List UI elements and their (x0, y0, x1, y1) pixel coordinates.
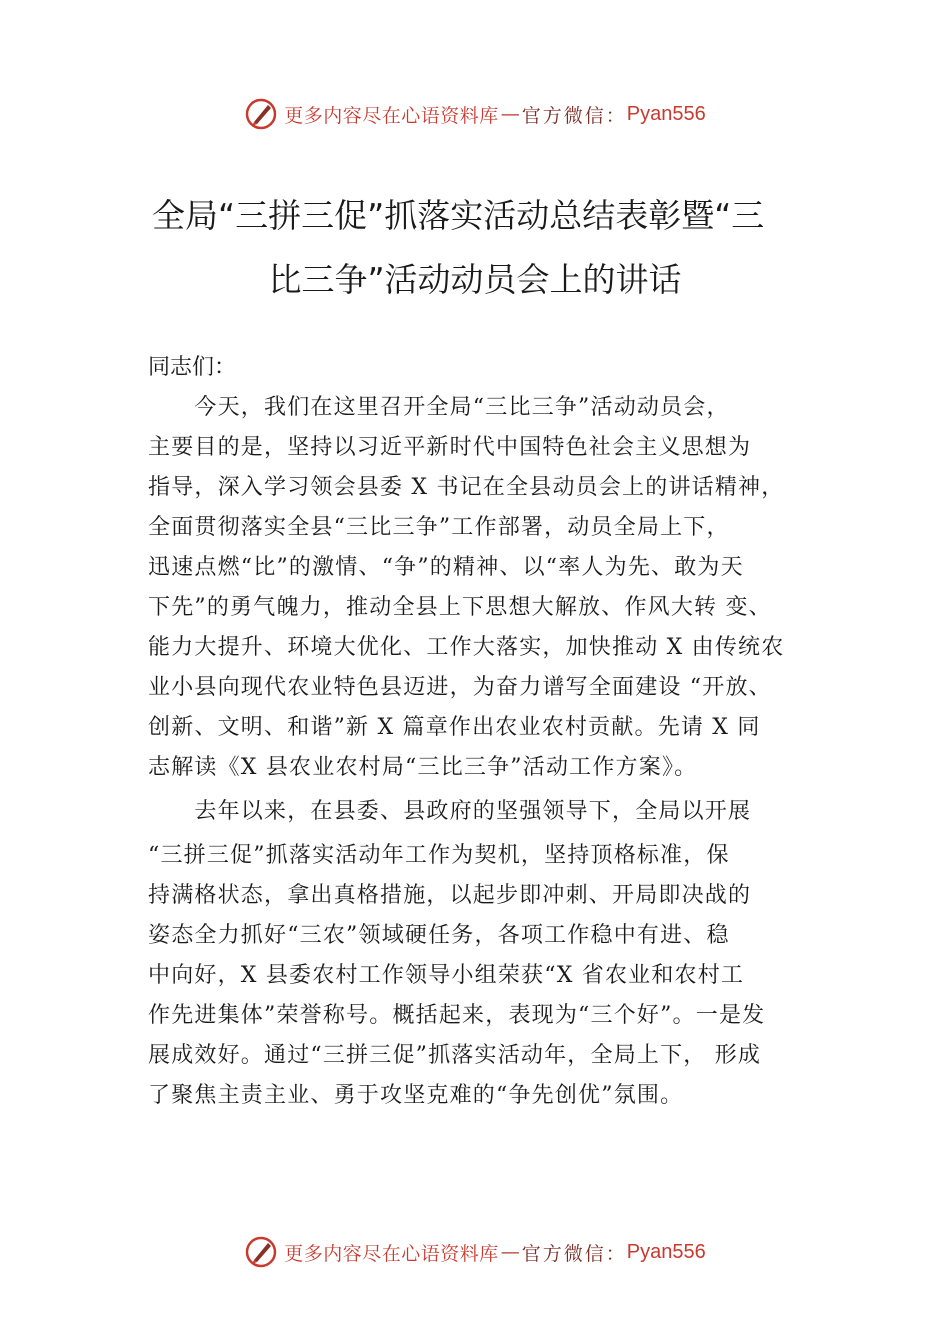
banner-separator: — (500, 1241, 520, 1263)
body-line: “三拼三促”抓落实活动年工作为契机，坚持顶格标准，保 (148, 843, 730, 868)
brand-text: 更多内容尽在心语资料库 (284, 104, 499, 127)
pen-logo-icon (244, 1235, 278, 1269)
footer-watermark-banner (0, 1232, 950, 1272)
wechat-id: Pyan556 (626, 102, 706, 125)
brand-text: 更多内容尽在心语资料库 (284, 1242, 499, 1265)
body-line: 能力大提升、环境大优化、工作大落实，加快推动 X 由传统农 (148, 635, 785, 660)
body-line: 下先”的勇气魄力，推动全县上下思想大解放、作风大转 变、 (148, 595, 772, 620)
body-line: 中向好，X 县委农村工作领导小组荣获“X 省农业和农村工 (148, 963, 745, 988)
header-watermark-banner (0, 94, 950, 134)
body-line: 去年以来，在县委、县政府的坚强领导下，全局以开展 (148, 799, 752, 824)
body-line: 指导，深入学习领会县委 X 书记在全县动员会上的讲话精神， (148, 475, 785, 500)
body-line: 创新、文明、和谐”新 X 篇章作出农业农村贡献。先请 X 同 (148, 715, 761, 740)
wechat-label: 官方微信： (521, 104, 627, 127)
body-line: 迅速点燃“比”的激情、“争”的精神、以“率人为先、敢为天 (148, 555, 744, 580)
body-line: 今天，我们在这里召开全局“三比三争”活动动员会， (148, 395, 730, 420)
body-line: 志解读《X 县农业农村局“三比三争”活动工作方案》。 (148, 755, 698, 780)
document-title-line-1: 全局“三拼三促”抓落实活动总结表彰暨“三 (152, 196, 765, 235)
body-line: 持满格状态，拿出真格措施，以起步即冲刺、开局即决战的 (148, 883, 752, 908)
wechat-label: 官方微信： (521, 1242, 627, 1265)
document-title-line-2: 比三争”活动动员会上的讲话 (268, 260, 682, 299)
body-line: 展成效好。通过“三拼三促”抓落实活动年，全局上下， 形成 (148, 1043, 762, 1068)
body-line: 主要目的是，坚持以习近平新时代中国特色社会主义思想为 (148, 435, 752, 460)
body-line: 业小县向现代农业特色县迈进，为奋力谱写全面建设 “开放、 (148, 675, 772, 700)
wechat-id: Pyan556 (626, 1240, 706, 1263)
body-line: 作先进集体”荣誉称号。概括起来，表现为“三个好”。一是发 (148, 1003, 766, 1028)
body-line: 了聚焦主责主业、勇于攻坚克难的“争先创优”氛围。 (148, 1083, 684, 1108)
body-line: 全面贯彻落实全县“三比三争”工作部署，动员全局上下， (148, 515, 730, 540)
pen-logo-icon (244, 97, 278, 131)
salutation: 同志们： (148, 355, 237, 380)
body-line: 姿态全力抓好“三农”领域硬任务，各项工作稳中有进、稳 (148, 923, 730, 948)
banner-separator: — (500, 103, 520, 125)
